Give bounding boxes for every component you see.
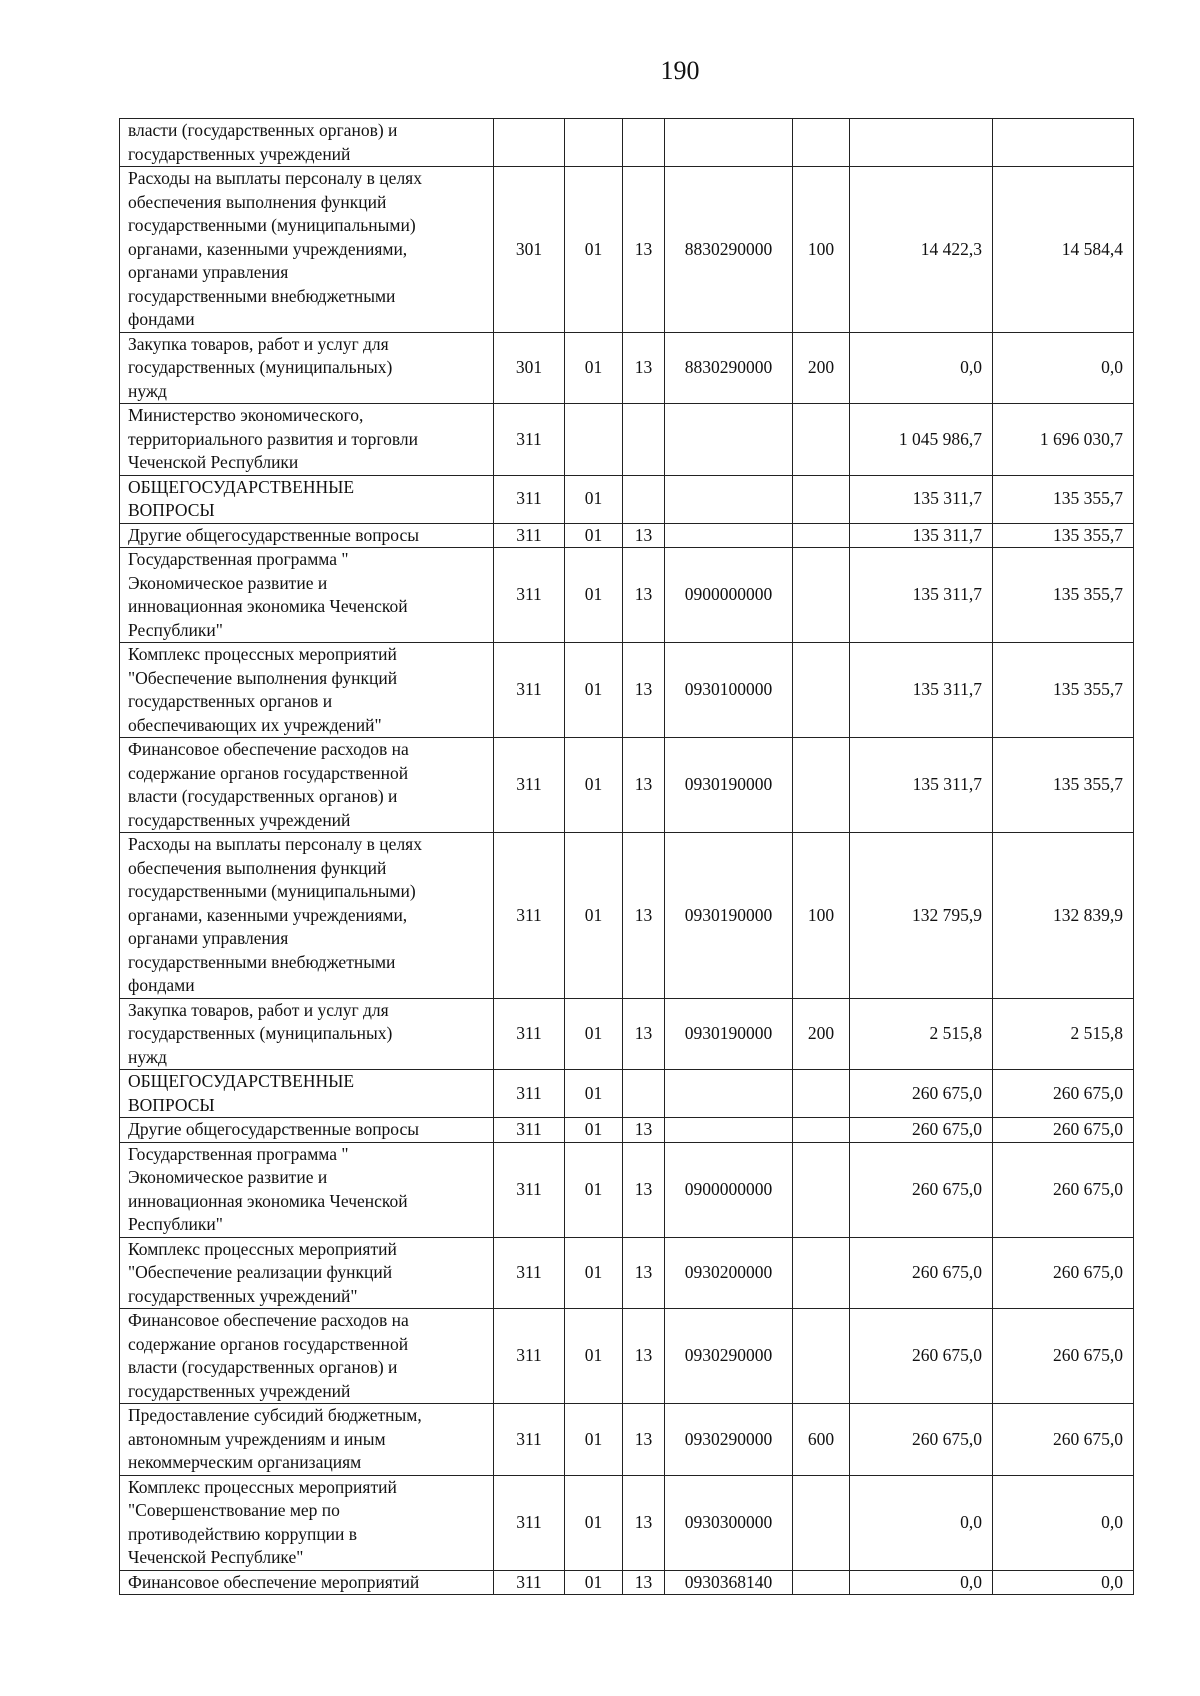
- section-code-cell: 01: [565, 998, 623, 1070]
- expense-type-code-cell: 100: [793, 833, 850, 999]
- target-item-code-cell: [665, 1118, 793, 1143]
- expense-type-code-cell: [793, 1070, 850, 1118]
- expense-type-code-cell: [793, 738, 850, 833]
- table-row: [120, 1309, 1134, 1404]
- table-row: [120, 1237, 1134, 1309]
- amount-year1-cell: 135 311,7: [850, 738, 993, 833]
- expense-type-code-cell: [793, 548, 850, 643]
- amount-year2-cell: 0,0: [993, 1570, 1134, 1595]
- amount-year1-cell: 135 311,7: [850, 548, 993, 643]
- table-row: [120, 1118, 1134, 1143]
- table-row: [120, 523, 1134, 548]
- budget-table: [119, 118, 1134, 1595]
- expense-type-code-cell: [793, 523, 850, 548]
- section-code-cell: 01: [565, 523, 623, 548]
- section-code-cell: 01: [565, 548, 623, 643]
- amount-year1-cell: 0,0: [850, 332, 993, 404]
- row-name-cell: Другие общегосударственные вопросы: [120, 523, 494, 548]
- subsection-code-cell: 13: [623, 1118, 665, 1143]
- section-code-cell: 01: [565, 1475, 623, 1570]
- expense-type-code-cell: 200: [793, 998, 850, 1070]
- grbs-code-cell: 311: [494, 738, 565, 833]
- row-name-cell: Финансовое обеспечение мероприятий: [120, 1570, 494, 1595]
- expense-type-code-cell: [793, 1142, 850, 1237]
- subsection-code-cell: [623, 404, 665, 476]
- amount-year1-cell: 260 675,0: [850, 1309, 993, 1404]
- amount-year1-cell: 260 675,0: [850, 1070, 993, 1118]
- subsection-code-cell: 13: [623, 1475, 665, 1570]
- grbs-code-cell: 311: [494, 998, 565, 1070]
- section-code-cell: 01: [565, 1570, 623, 1595]
- subsection-code-cell: 13: [623, 523, 665, 548]
- section-code-cell: [565, 404, 623, 476]
- grbs-code-cell: 311: [494, 1309, 565, 1404]
- amount-year2-cell: 260 675,0: [993, 1142, 1134, 1237]
- table-row: [120, 833, 1134, 999]
- subsection-code-cell: 13: [623, 998, 665, 1070]
- target-item-code-cell: 0930190000: [665, 833, 793, 999]
- target-item-code-cell: 0930368140: [665, 1570, 793, 1595]
- table-row: [120, 404, 1134, 476]
- subsection-code-cell: 13: [623, 1237, 665, 1309]
- target-item-code-cell: 8830290000: [665, 332, 793, 404]
- row-name-cell: Расходы на выплаты персоналу в целях обеспечения выполнения функций государственными (муниципальными) органами, казенными учреждениями, органами управления государственными внебюджетными фондами: [120, 833, 494, 999]
- section-code-cell: [565, 119, 623, 167]
- row-name-cell: ОБЩЕГОСУДАРСТВЕННЫЕ ВОПРОСЫ: [120, 1070, 494, 1118]
- grbs-code-cell: 311: [494, 1118, 565, 1143]
- target-item-code-cell: 0900000000: [665, 548, 793, 643]
- amount-year2-cell: 260 675,0: [993, 1309, 1134, 1404]
- row-name-cell: Закупка товаров, работ и услуг для государственных (муниципальных) нужд: [120, 332, 494, 404]
- target-item-code-cell: [665, 119, 793, 167]
- row-name-cell: Комплекс процессных мероприятий "Совершенствование мер по противодействию коррупции в Чеченской Республике": [120, 1475, 494, 1570]
- target-item-code-cell: 0930190000: [665, 738, 793, 833]
- amount-year2-cell: 260 675,0: [993, 1070, 1134, 1118]
- section-code-cell: 01: [565, 643, 623, 738]
- expense-type-code-cell: [793, 404, 850, 476]
- expense-type-code-cell: [793, 1475, 850, 1570]
- row-name-cell: Финансовое обеспечение расходов на содержание органов государственной власти (государственных органов) и государственных учреждений: [120, 738, 494, 833]
- table-body: [120, 119, 1134, 1595]
- section-code-cell: 01: [565, 1070, 623, 1118]
- expense-type-code-cell: [793, 643, 850, 738]
- section-code-cell: 01: [565, 1118, 623, 1143]
- subsection-code-cell: 13: [623, 548, 665, 643]
- table-row: [120, 548, 1134, 643]
- subsection-code-cell: [623, 1070, 665, 1118]
- expense-type-code-cell: 600: [793, 1404, 850, 1476]
- section-code-cell: 01: [565, 738, 623, 833]
- amount-year1-cell: 132 795,9: [850, 833, 993, 999]
- subsection-code-cell: 13: [623, 167, 665, 333]
- expense-type-code-cell: [793, 1570, 850, 1595]
- amount-year2-cell: 260 675,0: [993, 1404, 1134, 1476]
- subsection-code-cell: 13: [623, 643, 665, 738]
- table-row: [120, 738, 1134, 833]
- amount-year1-cell: 135 311,7: [850, 523, 993, 548]
- grbs-code-cell: [494, 119, 565, 167]
- table-row: [120, 643, 1134, 738]
- amount-year1-cell: 135 311,7: [850, 643, 993, 738]
- target-item-code-cell: 0930290000: [665, 1404, 793, 1476]
- grbs-code-cell: 311: [494, 1404, 565, 1476]
- expense-type-code-cell: [793, 119, 850, 167]
- amount-year2-cell: 2 515,8: [993, 998, 1134, 1070]
- grbs-code-cell: 311: [494, 1475, 565, 1570]
- subsection-code-cell: 13: [623, 332, 665, 404]
- amount-year1-cell: 135 311,7: [850, 475, 993, 523]
- target-item-code-cell: [665, 404, 793, 476]
- grbs-code-cell: 311: [494, 1237, 565, 1309]
- amount-year1-cell: [850, 119, 993, 167]
- grbs-code-cell: 311: [494, 523, 565, 548]
- amount-year2-cell: 260 675,0: [993, 1118, 1134, 1143]
- amount-year2-cell: 135 355,7: [993, 523, 1134, 548]
- grbs-code-cell: 311: [494, 475, 565, 523]
- grbs-code-cell: 311: [494, 1070, 565, 1118]
- amount-year1-cell: 0,0: [850, 1570, 993, 1595]
- table-row: [120, 1475, 1134, 1570]
- grbs-code-cell: 311: [494, 548, 565, 643]
- target-item-code-cell: 0930100000: [665, 643, 793, 738]
- grbs-code-cell: 301: [494, 332, 565, 404]
- table-row: [120, 1404, 1134, 1476]
- amount-year2-cell: 135 355,7: [993, 475, 1134, 523]
- expense-type-code-cell: [793, 1309, 850, 1404]
- row-name-cell: Государственная программа " Экономическое развитие и инновационная экономика Чеченской Республики": [120, 1142, 494, 1237]
- amount-year2-cell: 0,0: [993, 1475, 1134, 1570]
- table-row: [120, 1070, 1134, 1118]
- subsection-code-cell: 13: [623, 833, 665, 999]
- amount-year2-cell: 260 675,0: [993, 1237, 1134, 1309]
- amount-year2-cell: [993, 119, 1134, 167]
- row-name-cell: Закупка товаров, работ и услуг для государственных (муниципальных) нужд: [120, 998, 494, 1070]
- target-item-code-cell: 0900000000: [665, 1142, 793, 1237]
- section-code-cell: 01: [565, 833, 623, 999]
- expense-type-code-cell: 100: [793, 167, 850, 333]
- amount-year1-cell: 260 675,0: [850, 1404, 993, 1476]
- grbs-code-cell: 311: [494, 1570, 565, 1595]
- expense-type-code-cell: [793, 1237, 850, 1309]
- target-item-code-cell: [665, 475, 793, 523]
- amount-year1-cell: 260 675,0: [850, 1237, 993, 1309]
- amount-year1-cell: 260 675,0: [850, 1142, 993, 1237]
- grbs-code-cell: 311: [494, 643, 565, 738]
- subsection-code-cell: 13: [623, 1570, 665, 1595]
- subsection-code-cell: 13: [623, 738, 665, 833]
- subsection-code-cell: [623, 475, 665, 523]
- target-item-code-cell: 0930190000: [665, 998, 793, 1070]
- amount-year2-cell: 135 355,7: [993, 643, 1134, 738]
- section-code-cell: 01: [565, 1309, 623, 1404]
- section-code-cell: 01: [565, 1237, 623, 1309]
- table-row: [120, 998, 1134, 1070]
- row-name-cell: Министерство экономического, территориального развития и торговли Чеченской Республики: [120, 404, 494, 476]
- table-row: [120, 1142, 1134, 1237]
- amount-year2-cell: 0,0: [993, 332, 1134, 404]
- section-code-cell: 01: [565, 1404, 623, 1476]
- grbs-code-cell: 301: [494, 167, 565, 333]
- amount-year1-cell: 2 515,8: [850, 998, 993, 1070]
- grbs-code-cell: 311: [494, 1142, 565, 1237]
- amount-year2-cell: 135 355,7: [993, 548, 1134, 643]
- expense-type-code-cell: [793, 1118, 850, 1143]
- section-code-cell: 01: [565, 167, 623, 333]
- table-row: [120, 1570, 1134, 1595]
- grbs-code-cell: 311: [494, 833, 565, 999]
- row-name-cell: ОБЩЕГОСУДАРСТВЕННЫЕ ВОПРОСЫ: [120, 475, 494, 523]
- row-name-cell: власти (государственных органов) и государственных учреждений: [120, 119, 494, 167]
- page-number: 190: [660, 56, 700, 85]
- amount-year2-cell: 14 584,4: [993, 167, 1134, 333]
- target-item-code-cell: [665, 1070, 793, 1118]
- table-row: [120, 475, 1134, 523]
- row-name-cell: Государственная программа " Экономическое развитие и инновационная экономика Чеченской Республики": [120, 548, 494, 643]
- row-name-cell: Расходы на выплаты персоналу в целях обеспечения выполнения функций государственными (муниципальными) органами, казенными учреждениями, органами управления государственными внебюджетными фондами: [120, 167, 494, 333]
- row-name-cell: Комплекс процессных мероприятий "Обеспечение реализации функций государственных учреждений": [120, 1237, 494, 1309]
- section-code-cell: 01: [565, 1142, 623, 1237]
- target-item-code-cell: 0930300000: [665, 1475, 793, 1570]
- amount-year2-cell: 132 839,9: [993, 833, 1134, 999]
- expense-type-code-cell: 200: [793, 332, 850, 404]
- subsection-code-cell: [623, 119, 665, 167]
- section-code-cell: 01: [565, 332, 623, 404]
- subsection-code-cell: 13: [623, 1404, 665, 1476]
- amount-year1-cell: 1 045 986,7: [850, 404, 993, 476]
- expense-type-code-cell: [793, 475, 850, 523]
- target-item-code-cell: 0930290000: [665, 1309, 793, 1404]
- amount-year2-cell: 135 355,7: [993, 738, 1134, 833]
- amount-year1-cell: 14 422,3: [850, 167, 993, 333]
- amount-year1-cell: 260 675,0: [850, 1118, 993, 1143]
- table-row: [120, 119, 1134, 167]
- section-code-cell: 01: [565, 475, 623, 523]
- subsection-code-cell: 13: [623, 1142, 665, 1237]
- row-name-cell: Предоставление субсидий бюджетным, автономным учреждениям и иным некоммерческим организациям: [120, 1404, 494, 1476]
- target-item-code-cell: [665, 523, 793, 548]
- amount-year1-cell: 0,0: [850, 1475, 993, 1570]
- amount-year2-cell: 1 696 030,7: [993, 404, 1134, 476]
- table-row: [120, 332, 1134, 404]
- table-row: [120, 167, 1134, 333]
- row-name-cell: Финансовое обеспечение расходов на содержание органов государственной власти (государственных органов) и государственных учреждений: [120, 1309, 494, 1404]
- subsection-code-cell: 13: [623, 1309, 665, 1404]
- grbs-code-cell: 311: [494, 404, 565, 476]
- row-name-cell: Другие общегосударственные вопросы: [120, 1118, 494, 1143]
- target-item-code-cell: 0930200000: [665, 1237, 793, 1309]
- target-item-code-cell: 8830290000: [665, 167, 793, 333]
- row-name-cell: Комплекс процессных мероприятий "Обеспечение выполнения функций государственных органов и обеспечивающих их учреждений": [120, 643, 494, 738]
